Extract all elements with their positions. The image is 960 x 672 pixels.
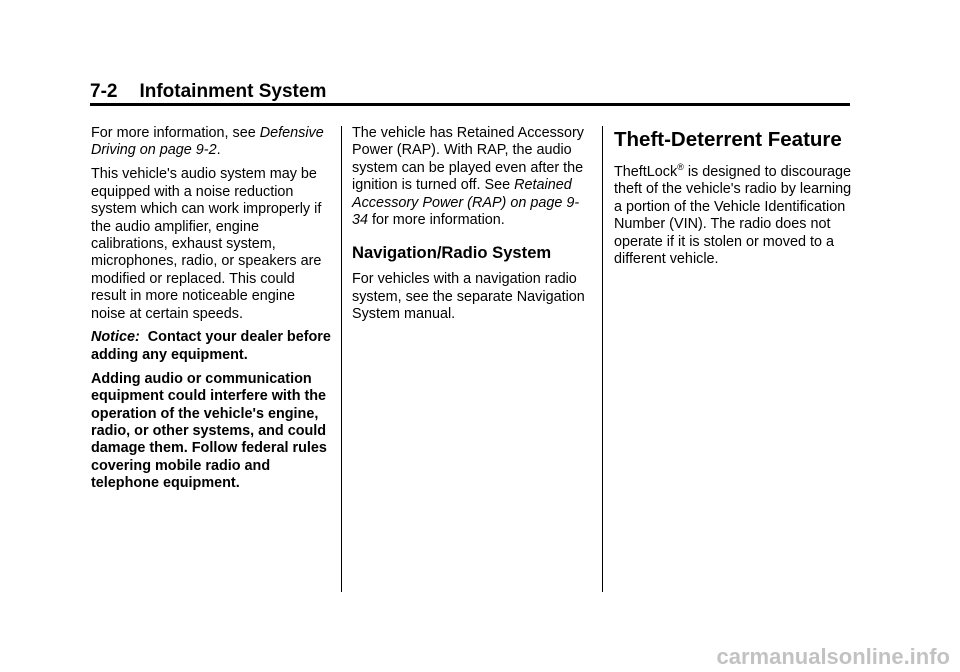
section-heading-navigation: Navigation/Radio System <box>352 243 552 263</box>
page-header <box>90 81 850 103</box>
column-divider-1 <box>341 126 342 592</box>
paragraph-more-info: For more information, see Defensive Driving on page 9-2. <box>91 125 324 159</box>
brand-name: TheftLock <box>614 164 678 180</box>
column-right <box>614 128 854 275</box>
paragraph-theftlock: TheftLock® is designed to discourage theft of the vehicle's radio by learning a portion of the Vehicle Identification Number (VIN). The radio does not operate if it is stolen or moved to a different vehicle. <box>614 162 852 268</box>
notice-block <box>91 329 331 364</box>
section-title: Infotainment System <box>139 81 327 102</box>
column-divider-2 <box>602 126 603 592</box>
paragraph-navigation: For vehicles with a navigation radio system, see the separate Navigation System manual. <box>352 271 585 323</box>
column-left <box>91 125 331 499</box>
cross-reference-link[interactable]: Defensive Driving on page 9-2 <box>91 125 324 159</box>
notice-label: Notice: <box>91 329 140 346</box>
header-rule <box>90 103 850 106</box>
paragraph-noise-reduction: This vehicle's audio system may be equipped with a noise reduction system which can work improperly if the audio amplifier, engine calibrations, exhaust system, microphones, radio, or speakers are modified or replaced. This could result in more noticeable engine noise at certain speeds. <box>91 166 322 322</box>
watermark: carmanualsonline.info <box>716 644 950 669</box>
column-middle <box>352 125 592 330</box>
notice-text: Contact your dealer before adding any equipment. <box>91 329 331 363</box>
section-heading-theft-deterrent: Theft-Deterrent Feature <box>614 128 842 151</box>
page-number: 7-2 <box>90 81 118 102</box>
registered-trademark-icon: ® <box>677 162 684 173</box>
cross-reference-link[interactable]: Retained Accessory Power (RAP) on page 9-34 <box>352 177 580 229</box>
paragraph-rap: The vehicle has Retained Accessory Power (RAP). With RAP, the audio system can be played even after the ignition is turned off. See Retained Accessory Power (RAP) on page 9-34 for more information. <box>352 125 584 229</box>
paragraph-warning: Adding audio or communication equipment could interfere with the operation of the vehicle's engine, radio, or other systems, and could damage them. Follow federal rules covering mobile radio and telephone equipment. <box>91 370 327 492</box>
